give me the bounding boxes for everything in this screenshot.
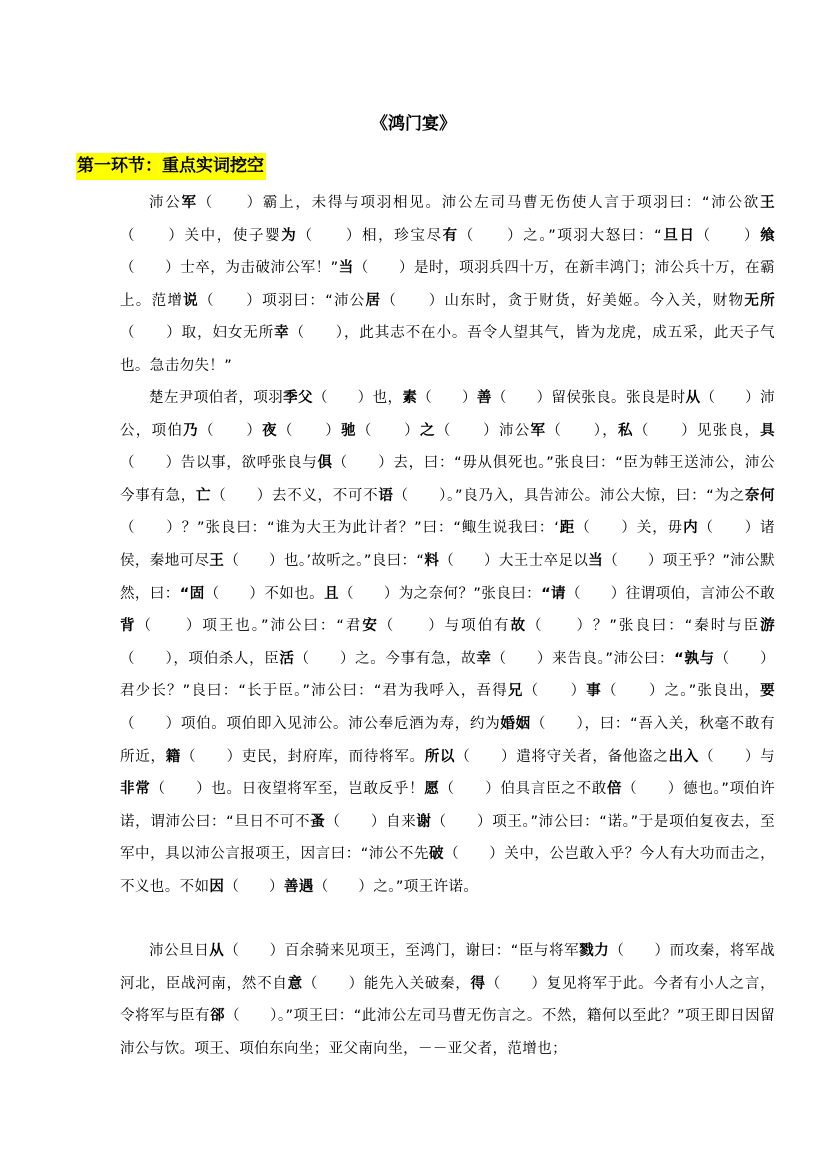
key-word: 故 (510, 618, 528, 635)
text-run: （ ）与项伯有 (378, 618, 511, 635)
text-run: （ ）留侯张良。张良是时 (491, 390, 686, 406)
key-word: 语 (378, 487, 394, 504)
text-run: （ ）士卒，为击破沛公军！” (120, 260, 339, 277)
key-word: 幸 (274, 325, 290, 342)
text-run: （ ）来告良。”沛公曰： (491, 650, 675, 667)
text-run: （ ）？”张良曰：“谁为大王为此计者？”曰：“鲰生说我曰：‘ (120, 520, 560, 537)
key-word: 亡 (195, 487, 212, 504)
text-run: （ ）项王乎？”沛公默然，曰： (120, 552, 776, 602)
key-word: 有 (442, 227, 459, 244)
key-word: 说 (183, 292, 199, 309)
text-run: （ ）不如也。 (204, 585, 325, 602)
text-run: （ ）沛公 (435, 422, 531, 439)
text-run: （ ）之。”项羽大怒曰：“ (458, 227, 663, 244)
key-word: 谢 (416, 813, 432, 830)
text-run: （ ）而攻秦，将军战河北，臣战河南，然不自 (120, 943, 775, 992)
text-run: （ ）自来 (325, 813, 417, 830)
key-word: 为 (281, 227, 298, 244)
text-run: （ ）关中，公岂敢入乎？今人有大功而击之，不义也。不如 (120, 846, 775, 895)
text-run: （ ）遣将守关者，备他盗之 (455, 748, 669, 765)
text-run: （ ）往谓项伯，言沛公不敢 (565, 585, 775, 602)
text-run: （ ）百余骑来见项王，至鸿门，谢曰：“臣与将军 (224, 943, 580, 959)
key-word: 从 (209, 943, 225, 959)
text-run: （ ）之。”项王许诺。 (313, 878, 479, 895)
text-run: （ ） (277, 422, 342, 439)
text-run: （ ）？”张良曰：“秦时与臣 (527, 618, 761, 635)
key-word: 距 (559, 520, 576, 537)
key-word: 籍 (165, 748, 181, 765)
key-word: 军 (181, 195, 198, 211)
text-run: （ ）项王也。”沛公曰：“君 (136, 618, 363, 635)
text-run: （ ）去，曰：“毋从俱死也。”张良曰：“臣为韩王送沛公，沛公今事有急， (120, 455, 776, 504)
key-word: 蚤 (310, 813, 326, 830)
text-run: （ ） (224, 878, 284, 895)
key-word: 因 (209, 878, 225, 895)
key-word: 游 (760, 618, 776, 635)
text-run: （ ）山东时，贪于财货，好美姬。今入关，财物 (381, 292, 745, 309)
paragraph (120, 382, 775, 904)
text-run: （ ）之。今事有急，故 (294, 650, 477, 667)
key-word: 无所 (744, 292, 776, 309)
key-word: 奈何 (744, 487, 776, 504)
key-word: “请 (541, 585, 566, 602)
key-word: 居 (365, 292, 382, 309)
key-word: 善遇 (283, 878, 314, 895)
text-run: （ ）霸上，未得与项羽相见。沛公左司马曹无伤使人言于项羽曰：“沛公欲 (197, 195, 761, 211)
paragraph (120, 935, 775, 1065)
text-run: （ ），项伯杀人，臣 (120, 650, 280, 667)
text-run: （ ）关，毋 (575, 520, 684, 537)
key-word: 破 (429, 846, 445, 863)
text-run: （ ）与 (699, 748, 775, 765)
text-run: （ ）也。日夜望将军至，岂敢反乎！ (150, 781, 425, 798)
key-word: 具 (760, 422, 776, 439)
key-word: 事 (586, 683, 602, 700)
key-word: 意 (287, 975, 303, 992)
key-word: “固 (179, 585, 205, 602)
key-word: 王 (209, 552, 225, 569)
key-word: 幸 (476, 650, 492, 667)
text-run: （ ）为之奈何？”张良曰： (339, 585, 542, 602)
document-title: 《鸿门宴》 (371, 114, 456, 134)
key-word: 所以 (424, 748, 456, 765)
text-run: （ ）君少长？”良曰：“长于臣。”沛公曰：“君为我呼入，吾得 (120, 650, 775, 700)
text-run: （ ）项伯。项伯即入见沛公。沛公奉卮酒为寿，约为 (120, 715, 501, 732)
key-word: 倍 (606, 781, 623, 798)
text-run: （ ）见张良， (633, 422, 761, 439)
text-run: （ ）， (546, 422, 619, 439)
text-run: （ ）之。”张良出， (601, 683, 761, 700)
text-run: （ ）沛公，项伯 (120, 390, 775, 439)
text-run: （ ）项羽曰：“沛公 (198, 292, 366, 309)
text-run: （ ）相，珍宝尽 (297, 227, 443, 244)
section-heading: 第一环节：重点实词挖空 (76, 153, 266, 180)
text-run: （ ）能先入关破秦， (302, 975, 471, 992)
key-word: 俱 (317, 455, 333, 472)
key-word: 愿 (424, 781, 440, 798)
text-run: （ ） (356, 422, 421, 439)
key-word: 当 (338, 260, 354, 277)
text-run: （ ） (198, 422, 263, 439)
key-word: 背 (120, 618, 137, 635)
key-word: 驰 (341, 422, 357, 439)
key-word: 郤 (210, 1008, 226, 1025)
text-run: （ ） (695, 227, 761, 244)
text-run: （ ）。”良乃入，具告沛公。沛公大惊，曰：“为之 (393, 487, 745, 504)
key-word: 旦日 (662, 227, 696, 244)
text-run: （ ）。”项王曰：“此沛公左司马曹无伤言之。不然，籍何以至此？”项王即日因留沛公与饮。项王、项伯东向坐；亚父南向坐，－－亚父者，范增也； (120, 1008, 775, 1057)
text-run: （ ）关中，使子婴 (120, 227, 282, 244)
key-word: 素 (402, 390, 418, 406)
key-word: 私 (618, 422, 634, 439)
key-word: 从 (685, 390, 701, 406)
key-word: 之 (420, 422, 436, 439)
text-run: （ ）项王。”沛公曰：“诺。”于是项伯复夜去，至军中，具以沛公言报项王，因言曰：“沛公不先 (120, 813, 775, 863)
text-run: （ ）去不义，不可不 (211, 487, 379, 504)
text-run: （ ）复见将军于此。今者有小人之言，令将军与臣有 (120, 975, 775, 1025)
text-run: （ ）吏民，封府库，而待将军。 (180, 748, 425, 765)
key-word: 戮力 (579, 943, 610, 959)
key-word: 出入 (668, 748, 700, 765)
key-word: 且 (324, 585, 340, 602)
key-word: 兄 (507, 683, 524, 700)
text-run: （ ） (523, 683, 587, 700)
key-word: 料 (424, 552, 440, 569)
key-word: 非常 (120, 781, 151, 798)
key-word: 安 (362, 618, 379, 635)
key-word: 得 (470, 975, 486, 992)
text-run: （ ）取，妇女无所 (120, 325, 275, 342)
key-word: 当 (588, 552, 604, 569)
text-run: （ ）也， (312, 390, 403, 406)
text-run: 沛公旦日 (149, 943, 210, 959)
key-word: 善 (476, 390, 492, 406)
key-word: 活 (279, 650, 295, 667)
key-word: 乃 (183, 422, 199, 439)
text-run: （ ）大王士卒足以 (439, 552, 589, 569)
text-run: （ ）德也。”项伯许诺，谓沛公曰：“旦日不可不 (120, 781, 775, 830)
text-run: （ ）告以事，欲呼张良与 (120, 455, 318, 472)
key-word: 夜 (262, 422, 278, 439)
text-run: （ ）诸侯，秦地可尽 (120, 520, 776, 569)
key-word: 婚姻 (500, 715, 531, 732)
text-run: （ ）伯具言臣之不敢 (439, 781, 607, 798)
text-run: （ ）也。’故听之。”良曰：“ (224, 552, 425, 569)
key-word: “孰与 (674, 650, 715, 667)
text-run: （ ），此其志不在小。吾令人望其气，皆为龙虎，成五采，此天子气也。急击勿失！” (120, 325, 776, 374)
key-word: 内 (683, 520, 699, 537)
paragraph (120, 187, 775, 383)
text-run: （ ），曰：“吾入关，秋毫不敢有所近， (120, 715, 775, 765)
key-word: 要 (760, 683, 775, 700)
text-run: （ ） (417, 390, 477, 406)
key-word: 军 (530, 422, 547, 439)
key-word: 季父 (283, 390, 313, 406)
text-run: 楚左尹项伯者，项羽 (149, 390, 284, 406)
key-word: 王 (760, 195, 775, 211)
text-run: （ ）是时，项羽兵四十万，在新丰鸿门；沛公兵十万，在霸上。范增 (120, 260, 775, 309)
key-word: 飨 (760, 227, 776, 244)
text-run: 沛公 (149, 195, 182, 211)
